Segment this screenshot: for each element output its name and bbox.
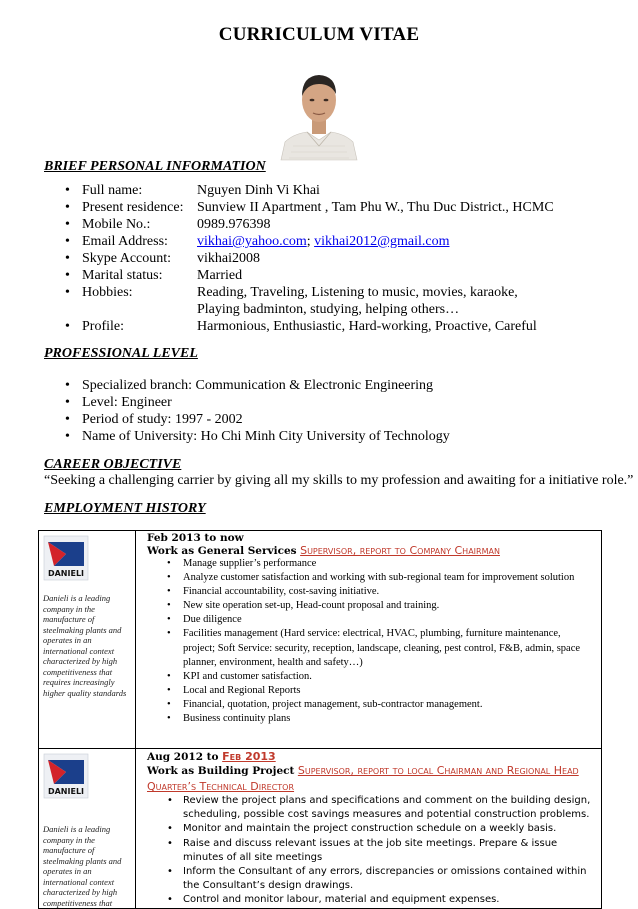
email-link-2[interactable]: vikhai2012@gmail.com <box>314 234 450 249</box>
job-duties <box>147 794 599 908</box>
page-title: CURRICULUM VITAE <box>218 24 420 45</box>
email-link-1[interactable]: vikhai@yahoo.com <box>197 234 307 249</box>
list-item: • New site operation set-up, Head-count proposal and training. <box>183 599 599 613</box>
list-item: • Facilities management (Hard service: electrical, HVAC, plumbing, furniture maintenance, project; Soft Service: security, reception, landscape, cleaning, pest control, F&B, admin, space planner, environment, health and safety…) <box>183 627 599 669</box>
list-item: • Mobile No.: 0989.976398 <box>82 216 597 233</box>
list-item: • Email Address: vikhai@yahoo.com; vikhai2012@gmail.com <box>82 233 597 250</box>
list-item: • Control and monitor labour, material and equipment expenses. <box>183 893 599 907</box>
list-item: • Profile: Harmonious, Enthusiastic, Hard-working, Proactive, Careful <box>82 318 597 335</box>
danieli-logo <box>44 754 88 798</box>
list-item: • Local and Regional Reports <box>183 684 599 698</box>
list-item: • Present residence: Sunview II Apartment , Tam Phu W., Thu Duc District., HCMC <box>82 199 597 216</box>
danieli-logo <box>44 536 88 580</box>
company-cell <box>39 749 136 909</box>
list-item: • Analyze customer satisfaction and working with sub-regional team for improvement solution <box>183 571 599 585</box>
logo-text: DANIELI <box>47 787 85 796</box>
list-item: • Manage supplier’s performance <box>183 557 599 571</box>
list-item: • Marital status: Married <box>82 267 597 284</box>
job-title: Work as Building Project <box>147 765 295 777</box>
list-item: • Review the project plans and specifications and comment on the building design, scheduling, possible cost savings measures and potential construction problems. <box>183 794 599 822</box>
company-caption: Danieli is a leading company in the manufacture of steelmaking plants and operates in an international context characterized by high competitiveness that requires increasingly higher quality standards <box>43 593 127 698</box>
list-item: • Level: Engineer <box>82 394 450 411</box>
list-item: • Name of University: Ho Chi Minh City University of Technology <box>82 428 450 445</box>
table-row <box>39 749 602 909</box>
list-item: • Specialized branch: Communication & Electronic Engineering <box>82 377 450 394</box>
personal-heading: BRIEF PERSONAL INFORMATION <box>44 159 266 174</box>
list-item: • Monitor and maintain the project construction schedule on a weekly basis. <box>183 822 599 836</box>
job-cell <box>136 531 602 749</box>
objective-text: “Seeking a challenging carrier by giving all my skills to my profession and awaiting for a initiative role.” <box>44 473 634 488</box>
list-item: • Period of study: 1997 - 2002 <box>82 411 450 428</box>
list-item: • Skype Account: vikhai2008 <box>82 250 597 267</box>
list-item: • Full name: Nguyen Dinh Vi Khai <box>82 182 597 199</box>
job-role: Supervisor, report to local Chairman and Regional Head Quarter’s Technical Director <box>147 764 579 793</box>
list-item: • Inform the Consultant of any errors, discrepancies or omissions contained within the Consultant’s design drawings. <box>183 865 599 893</box>
job-role: Supervisor, report to Company Chairman <box>300 544 500 557</box>
company-cell <box>39 531 136 749</box>
job-duties <box>147 557 599 726</box>
list-item: • Hobbies: Reading, Traveling, Listening to music, movies, karaoke, Playing badminton, studying, helping others… <box>82 284 597 318</box>
professional-heading: PROFESSIONAL LEVEL <box>44 346 198 361</box>
job-cell <box>136 749 602 909</box>
list-item: • Due diligence <box>183 613 599 627</box>
list-item: • KPI and customer satisfaction. <box>183 670 599 684</box>
logo-text: DANIELI <box>47 569 85 578</box>
job-period: Aug 2012 to <box>147 751 223 763</box>
job-period: Feb 2013 to now <box>147 532 244 544</box>
list-item: • Financial accountability, cost-saving initiative. <box>183 585 599 599</box>
employment-table <box>38 530 602 909</box>
personal-list <box>82 182 597 335</box>
list-item: • Business continuity plans <box>183 712 599 726</box>
list-item: • Financial, quotation, project management, sub-contractor management. <box>183 698 599 712</box>
job-period-end: Feb 2013 <box>222 750 276 763</box>
employment-heading: EMPLOYMENT HISTORY <box>44 501 206 516</box>
list-item: • Raise and discuss relevant issues at the job site meetings. Prepare & issue minutes of all site meetings <box>183 837 599 865</box>
job-title: Work as General Services <box>147 545 297 557</box>
table-row <box>39 531 602 749</box>
objective-heading: CAREER OBJECTIVE <box>44 457 182 472</box>
professional-list <box>82 377 450 445</box>
profile-photo <box>273 60 365 160</box>
company-caption: Danieli is a leading company in the manufacture of steelmaking plants and operates in an international context characterized by high competitiveness that <box>43 824 122 908</box>
